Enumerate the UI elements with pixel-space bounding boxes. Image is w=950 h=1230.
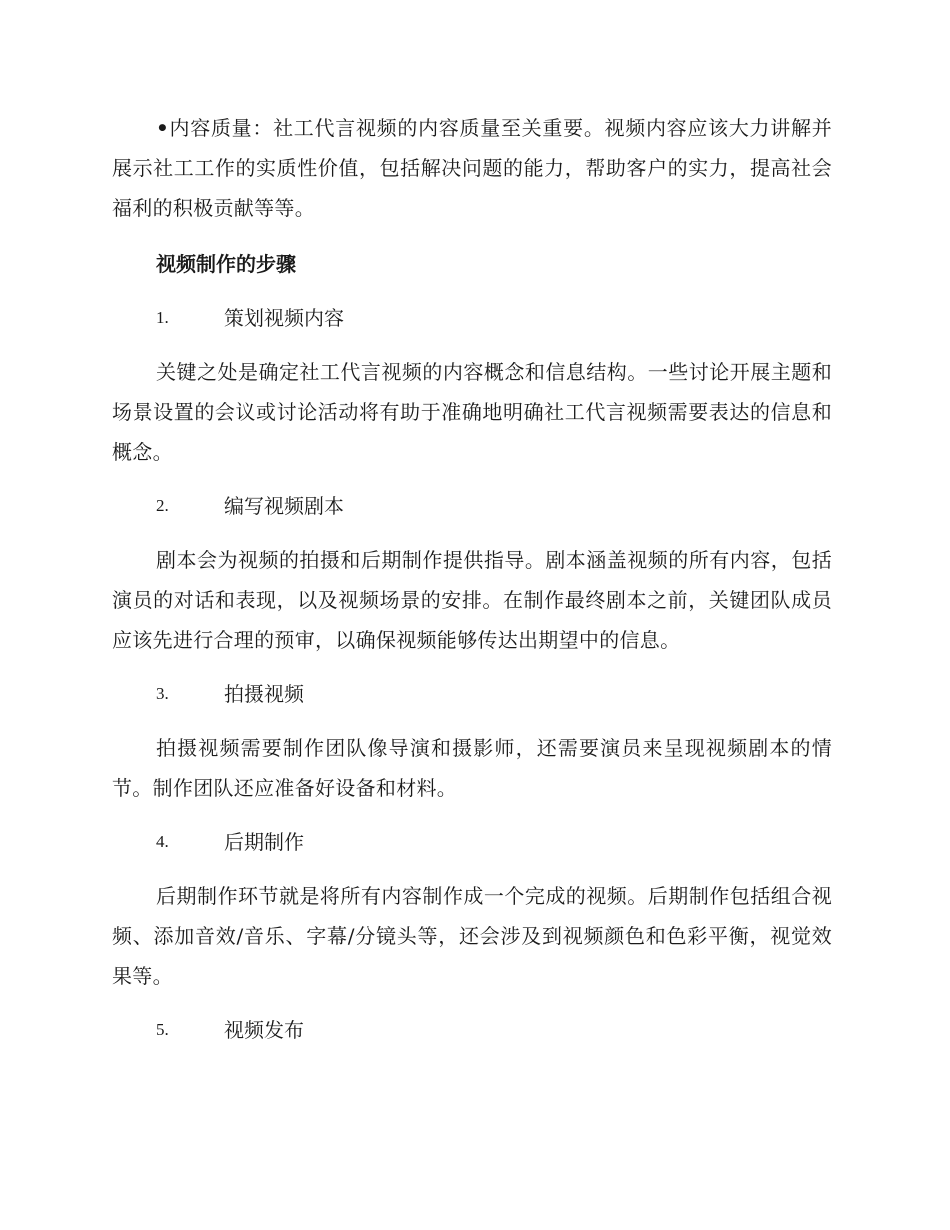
- step-heading-3: [112, 674, 832, 714]
- intro-bullet-text: 内容质量：社工代言视频的内容质量至关重要。视频内容应该大力讲解并展示社工工作的实质性价值，包括解决问题的能力，帮助客户的实力，提高社会福利的积极贡献等等。: [112, 116, 832, 220]
- bullet-icon: •: [156, 116, 170, 140]
- step-title: 视频发布: [224, 1018, 304, 1042]
- step-title: 编写视频剧本: [224, 494, 344, 518]
- step-heading-4: [112, 822, 832, 862]
- step-number: 1.: [156, 308, 169, 327]
- step-heading-5: [112, 1010, 832, 1050]
- step-title: 后期制作: [224, 830, 304, 854]
- intro-bullet-paragraph: [112, 108, 832, 228]
- step-body-3: 拍摄视频需要制作团队像导演和摄影师，还需要演员来呈现视频剧本的情节。制作团队还应准备好设备和材料。: [112, 736, 832, 800]
- step-body-2: 剧本会为视频的拍摄和后期制作提供指导。剧本涵盖视频的所有内容，包括演员的对话和表现，以及视频场景的安排。在制作最终剧本之前，关键团队成员应该先进行合理的预审，以确保视频能够传达出期望中的信息。: [112, 548, 832, 652]
- section-heading: 视频制作的步骤: [156, 252, 296, 276]
- step-title: 拍摄视频: [224, 682, 304, 706]
- step-number: 3.: [156, 684, 169, 703]
- step-heading-2: [112, 486, 832, 526]
- step-number: 5.: [156, 1020, 169, 1039]
- document-body: [112, 108, 832, 1064]
- step-number: 2.: [156, 496, 169, 515]
- step-number: 4.: [156, 832, 169, 851]
- step-title: 策划视频内容: [224, 306, 344, 330]
- step-body-1: 关键之处是确定社工代言视频的内容概念和信息结构。一些讨论开展主题和场景设置的会议或讨论活动将有助于准确地明确社工代言视频需要表达的信息和概念。: [112, 360, 832, 464]
- step-body-4: 后期制作环节就是将所有内容制作成一个完成的视频。后期制作包括组合视频、添加音效/音乐、字幕/分镜头等，还会涉及到视频颜色和色彩平衡，视觉效果等。: [112, 884, 832, 988]
- step-heading-1: [112, 298, 832, 338]
